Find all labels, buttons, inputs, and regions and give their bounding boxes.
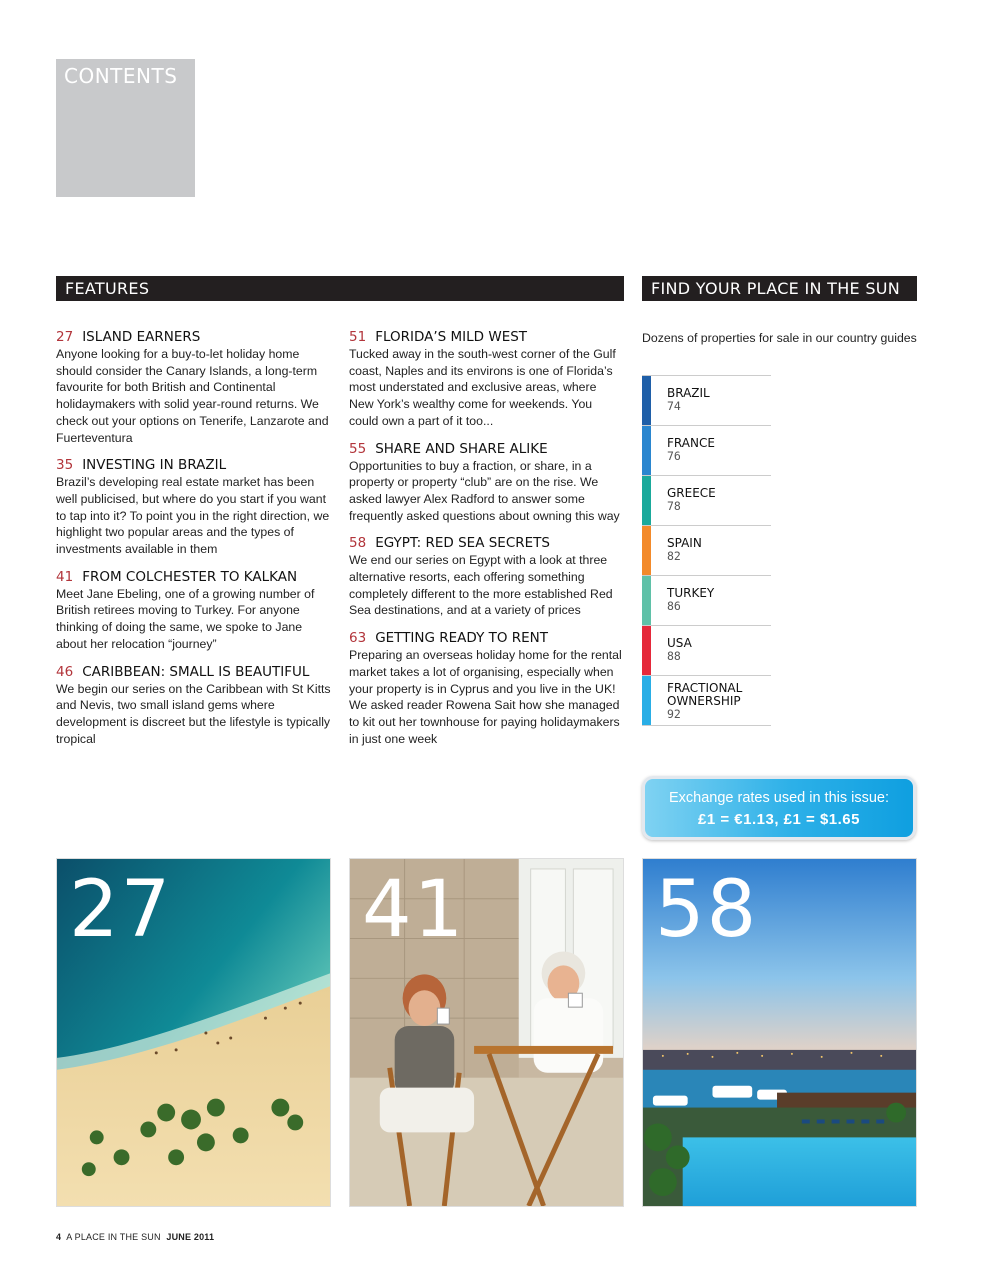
country-page-number: 78 <box>667 499 681 513</box>
feature-title-text: FLORIDA’S MILD WEST <box>375 329 528 345</box>
country-name: TURKEY <box>667 586 715 600</box>
feature-summary: Brazil’s developing real estate market has been well publicised, but where do you start if you want to tap into it? To point you in the right direction, we highlight two popular areas and the types of investments available in them <box>56 475 330 557</box>
country-name: FRANCE <box>667 436 715 450</box>
feature-title <box>349 440 624 458</box>
footer-issue-date: JUNE 2011 <box>166 1232 215 1242</box>
contents-block <box>56 59 195 197</box>
feature-page-number: 51 <box>349 329 367 345</box>
feature-article[interactable] <box>349 534 624 619</box>
country-color-stripe <box>642 626 651 675</box>
feature-page-number: 55 <box>349 440 367 457</box>
country-page-number: 82 <box>667 549 681 563</box>
feature-article[interactable] <box>349 440 624 525</box>
exchange-rates-values: £1 = €1.13, £1 = $1.65 <box>698 811 860 828</box>
country-color-stripe <box>642 676 651 725</box>
exchange-rates-box <box>642 776 916 840</box>
country-color-stripe <box>642 476 651 525</box>
feature-title-text: ISLAND EARNERS <box>82 329 201 345</box>
country-name: USA <box>667 636 692 650</box>
feature-title <box>349 629 624 647</box>
country-name: GREECE <box>667 486 716 500</box>
feature-article[interactable] <box>349 328 624 430</box>
feature-article[interactable] <box>56 456 331 558</box>
feature-title-text: INVESTING IN BRAZIL <box>82 457 227 474</box>
feature-summary: Meet Jane Ebeling, one of a growing number of British retirees moving to Turkey. For anyone thinking of doing the same, we spoke to Jane about her relocation “journey” <box>56 586 315 651</box>
photo-page-number: 41 <box>362 865 466 955</box>
feature-title <box>349 534 624 552</box>
feature-title-text: CARIBBEAN: SMALL IS BEAUTIFUL <box>82 663 310 680</box>
country-color-stripe <box>642 576 651 625</box>
country-guide-greece[interactable] <box>642 476 771 526</box>
feature-title <box>56 456 331 474</box>
country-guide-fractional-ownership[interactable] <box>642 676 771 726</box>
feature-page-number: 58 <box>349 535 367 552</box>
photo-page-number: 58 <box>655 865 759 955</box>
features-heading: FEATURES <box>56 276 624 301</box>
feature-title <box>56 663 331 681</box>
feature-title <box>56 568 331 586</box>
country-guide-spain[interactable] <box>642 526 771 576</box>
feature-page-number: 35 <box>56 457 74 474</box>
country-name: BRAZIL <box>667 386 710 400</box>
photo-page-number: 27 <box>69 865 173 955</box>
country-color-stripe <box>642 426 651 475</box>
feature-photo-red-sea[interactable] <box>642 858 917 1207</box>
feature-photo-beach[interactable] <box>56 858 331 1207</box>
country-color-stripe <box>642 376 651 425</box>
country-page-number: 92 <box>667 707 681 721</box>
feature-title <box>56 328 331 346</box>
feature-article[interactable] <box>349 629 624 747</box>
feature-page-number: 63 <box>349 630 367 647</box>
features-column-1 <box>56 328 331 757</box>
feature-page-number: 46 <box>56 663 74 680</box>
feature-title-text: GETTING READY TO RENT <box>375 630 549 647</box>
exchange-rates-label: Exchange rates used in this issue: <box>668 790 890 806</box>
country-name: SPAIN <box>667 536 702 550</box>
feature-article[interactable] <box>56 568 331 653</box>
feature-title-text: EGYPT: RED SEA SECRETS <box>375 535 550 552</box>
feature-page-number: 27 <box>56 329 74 345</box>
country-page-number: 86 <box>667 599 681 613</box>
feature-title <box>349 328 624 346</box>
country-guide-turkey[interactable] <box>642 576 771 626</box>
country-guide-brazil[interactable] <box>642 376 771 426</box>
contents-label: CONTENTS <box>64 64 178 88</box>
country-page-number: 88 <box>667 649 681 663</box>
country-guide-france[interactable] <box>642 426 771 476</box>
country-page-number: 74 <box>667 399 681 413</box>
feature-article[interactable] <box>56 328 331 446</box>
feature-summary: Tucked away in the south-west corner of the Gulf coast, Naples and its environs is one of Florida’s most understated and exclusive areas, where New York’s wealthy come for weekends. You could own a part of it too... <box>349 347 616 428</box>
footer-page-number: 4 <box>56 1232 62 1242</box>
feature-summary: We begin our series on the Caribbean with St Kitts and Nevis, two small island gems where development is discreet but the lifestyle is typically tropical <box>56 681 331 746</box>
find-your-place-heading: FIND YOUR PLACE IN THE SUN <box>642 276 917 301</box>
feature-title-text: SHARE AND SHARE ALIKE <box>375 440 548 457</box>
feature-photo-retirees[interactable] <box>349 858 624 1207</box>
feature-summary: Opportunities to buy a fraction, or share, in a property or property “club” are on the rise. We asked lawyer Alex Radford to answer some frequently asked questions about owning this way <box>349 458 620 523</box>
features-column-2 <box>349 328 624 757</box>
country-guides-intro: Dozens of properties for sale in our country guides <box>642 331 917 345</box>
country-guide-usa[interactable] <box>642 626 771 676</box>
feature-article[interactable] <box>56 663 331 748</box>
feature-summary: We end our series on Egypt with a look at three alternative resorts, each offering something completely different to the more established Red Sea destinations, and at a variety of prices <box>349 553 613 618</box>
country-guide-list <box>642 375 771 726</box>
country-page-number: 76 <box>667 449 681 463</box>
feature-summary: Anyone looking for a buy-to-let holiday home should consider the Canary Islands, a long-term favourite for both British and Continental holidaymakers with solid year-round returns. We check out your options on Tenerife, Lanzarote and Fuerteventura <box>56 347 329 445</box>
feature-title-text: FROM COLCHESTER TO KALKAN <box>82 568 298 585</box>
footer-magazine-name: A PLACE IN THE SUN <box>66 1232 161 1242</box>
country-color-stripe <box>642 526 651 575</box>
country-name: FRACTIONAL OWNERSHIP <box>667 681 743 708</box>
page-footer <box>56 1232 214 1242</box>
feature-summary: Preparing an overseas holiday home for the rental market takes a lot of organising, especially when your property is in Cyprus and you live in the UK! We asked reader Rowena Sait how she managed to kit out her townhouse for paying holidaymakers in just one week <box>349 648 622 746</box>
feature-page-number: 41 <box>56 568 74 585</box>
